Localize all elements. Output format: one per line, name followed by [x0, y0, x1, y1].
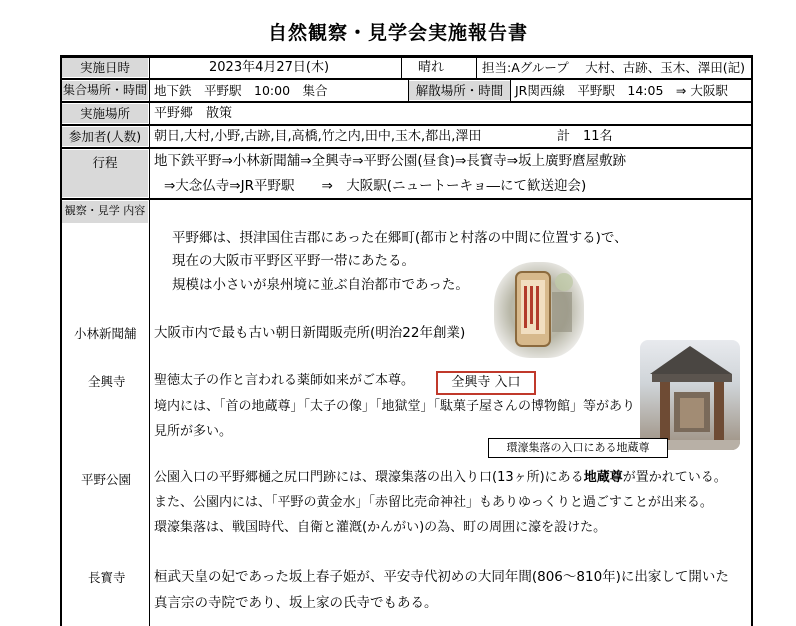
- moat-jizo-photo: [640, 340, 740, 450]
- weather-divider-right: [476, 55, 477, 79]
- date-value: 2023年4月27日(木): [209, 60, 330, 75]
- staff-value: 担当:Aグループ 大村、古跡、玉木、澤田(記): [482, 60, 745, 75]
- label-column-divider: [149, 55, 150, 626]
- weather-divider-left: [401, 55, 402, 79]
- table-rule: [60, 124, 752, 126]
- date-label: 実施日時: [62, 58, 148, 77]
- dismiss-value: JR関西線 平野駅 14:05 ⇒ 大阪駅: [515, 83, 728, 98]
- signboard-photo: [494, 262, 584, 358]
- intro-line-3: 規模は小さいが泉州境に並ぶ自治都市であった。: [172, 277, 469, 293]
- kobayashi-text: 大阪市内で最も古い朝日新聞販売所(明治22年創業): [154, 325, 466, 341]
- meet-label: 集合場所・時間: [62, 81, 148, 100]
- dismiss-divider-right: [510, 79, 511, 102]
- hirano-park-line-1: [154, 467, 727, 489]
- intro-line-1: 平野郷は、摂津国住吉郡にあった在郷町(都市と村落の中間に位置する)で、: [172, 230, 628, 246]
- chohoji-line-1: 桓武天皇の妃であった坂上春子姫が、平安寺代初めの大同年間(806〜810年)に出家して開いた: [154, 569, 729, 585]
- zenkoji-line-2: 境内には、「首の地蔵尊」「太子の像」「地獄堂」「駄菓子屋さんの博物館」等があり: [154, 399, 636, 414]
- zenkoji-label: 全興寺: [88, 374, 126, 389]
- hirano-park-line-1c: が置かれている。: [622, 470, 727, 485]
- dismiss-label: 解散場所・時間: [409, 81, 510, 100]
- weather-value: 晴れ: [418, 60, 445, 75]
- place-label: 実施場所: [62, 104, 148, 123]
- hirano-park-line-1a: 公園入口の平野郷樋之尻口門跡には、環濠集落の出入り口(13ヶ所)にある: [154, 470, 584, 485]
- zenkoji-line-1: 聖徳太子の作と言われる薬師如来がご本尊。: [154, 373, 415, 388]
- moat-jizo-caption: 環濠集落の入口にある地蔵尊: [488, 438, 668, 458]
- table-rule: [60, 198, 752, 200]
- route-line-2: ⇒大念仏寺⇒JR平野駅 ⇒ 大阪駅(ニュートーキョ―にて歓送迎会): [164, 178, 587, 194]
- chohoji-line-2: 真言宗の寺院であり、坂上家の氏寺でもある。: [154, 595, 438, 611]
- intro-line-2: 現在の大阪市平野区平野一帯にあたる。: [172, 253, 415, 269]
- participants-value: 朝日,大村,小野,古跡,目,高橋,竹之内,田中,玉木,都出,澤田: [154, 129, 482, 144]
- hirano-park-line-3: 環濠集落は、戦国時代、自衛と灌漑(かんがい)の為、町の周囲に濠を設けた。: [154, 520, 607, 535]
- dismiss-divider-left: [408, 79, 409, 102]
- participants-total: 計 11名: [557, 129, 613, 144]
- place-value: 平野郷 散策: [154, 106, 233, 121]
- hirano-park-label: 平野公園: [81, 472, 132, 487]
- document-title: 自然観察・見学会実施報告書: [267, 22, 528, 44]
- table-rule: [60, 78, 752, 80]
- participants-label: 参加者(人数): [62, 127, 148, 146]
- section-label: 観察・見学 内容: [62, 201, 148, 223]
- table-rule: [60, 101, 752, 103]
- zenkoji-entrance-caption: 全興寺 入口: [436, 371, 536, 395]
- jizo-emphasis: 地蔵尊: [583, 470, 623, 485]
- route-line-1: 地下鉄平野⇒小林新聞舗⇒全興寺⇒平野公園(昼食)⇒長寳寺⇒坂上廣野麿屋敷跡: [154, 153, 627, 169]
- table-border-left: [60, 55, 62, 626]
- chohoji-label: 長寳寺: [88, 570, 126, 585]
- table-border-right: [751, 55, 753, 626]
- hirano-park-line-2: また、公園内には、「平野の黄金水」「赤留比売命神社」もありゆっくりと過ごすことが出来る。: [154, 495, 713, 510]
- meet-value: 地下鉄 平野駅 10:00 集合: [154, 83, 328, 98]
- zenkoji-line-3: 見所が多い。: [154, 424, 233, 439]
- table-border-top: [60, 55, 752, 58]
- table-rule: [60, 147, 752, 149]
- route-label: 行程: [62, 150, 148, 197]
- kobayashi-label: 小林新聞舗: [74, 326, 137, 341]
